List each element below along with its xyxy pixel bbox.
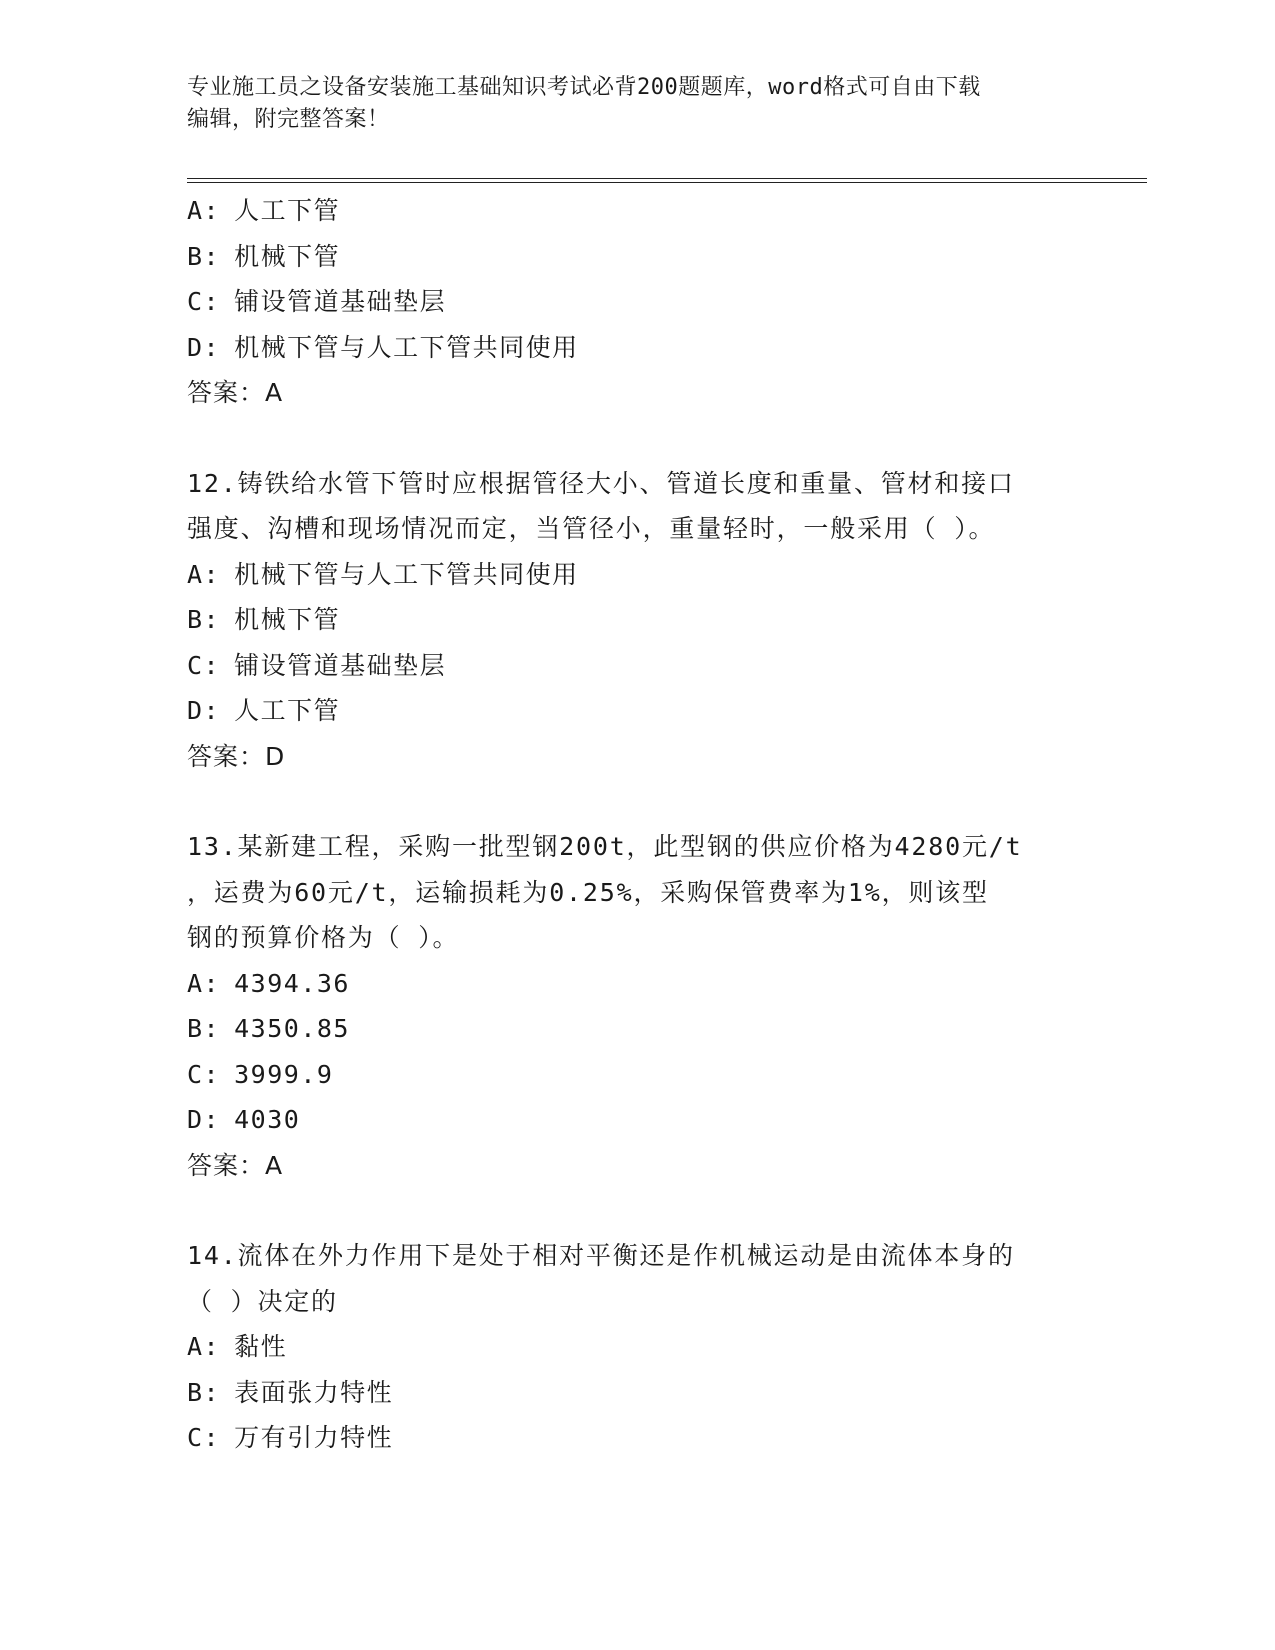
option-d xyxy=(187,688,1147,734)
option-d xyxy=(187,1097,1147,1143)
option-b xyxy=(187,1006,1147,1052)
option-key: B: xyxy=(187,1377,221,1407)
answer-line: 答案：A xyxy=(187,378,284,407)
option-key: C: xyxy=(187,1423,221,1452)
option-text: 铺设管道基础垫层 xyxy=(234,287,447,316)
question-gap xyxy=(187,1188,1147,1233)
answer-line: 答案：D xyxy=(187,741,286,771)
option-text: 人工下管 xyxy=(234,196,341,225)
option-text: 表面张力特性 xyxy=(234,1377,394,1407)
option-text: 3999.9 xyxy=(234,1059,334,1089)
header-divider xyxy=(187,178,1147,183)
question-14 xyxy=(187,1233,1147,1461)
option-key: D: xyxy=(187,1105,221,1134)
answer-line: 答案：A xyxy=(187,1150,284,1180)
option-key: B: xyxy=(187,241,221,271)
option-d xyxy=(187,325,1147,371)
option-text: 机械下管与人工下管共同使用 xyxy=(234,332,579,362)
header-line-2: 编辑，附完整答案！ xyxy=(187,107,390,132)
option-key: D: xyxy=(187,332,221,362)
question-stem-line: （ ）决定的 xyxy=(187,1286,338,1316)
option-key: A: xyxy=(187,968,221,998)
question-list xyxy=(187,188,1147,1461)
option-key: B: xyxy=(187,605,221,634)
option-c xyxy=(187,643,1147,689)
question-stem-line: 13.某新建工程，采购一批型钢200t，此型钢的供应价格为4280元/t xyxy=(187,832,1023,861)
question-11-options xyxy=(187,188,1147,416)
option-a xyxy=(187,1324,1147,1370)
option-a xyxy=(187,552,1147,598)
option-text: 4350.85 xyxy=(234,1014,350,1043)
option-text: 铺设管道基础垫层 xyxy=(234,650,447,680)
question-gap xyxy=(187,416,1147,461)
question-gap xyxy=(187,779,1147,824)
option-text: 4030 xyxy=(234,1105,301,1134)
option-key: A: xyxy=(187,196,221,225)
option-b xyxy=(187,1370,1147,1416)
question-13 xyxy=(187,824,1147,1188)
option-b xyxy=(187,597,1147,643)
question-stem-line: 12.铸铁给水管下管时应根据管径大小、管道长度和重量、管材和接口 xyxy=(187,468,1015,498)
question-stem-line: 强度、沟槽和现场情况而定，当管径小，重量轻时，一般采用（ ）。 xyxy=(187,514,996,543)
question-stem-line: 钢的预算价格为（ ）。 xyxy=(187,923,460,952)
question-stem-line: ，运费为60元/t，运输损耗为0.25%，采购保管费率为1%，则该型 xyxy=(187,877,989,907)
option-c xyxy=(187,279,1147,325)
option-key: A: xyxy=(187,559,221,589)
question-stem-line: 14.流体在外力作用下是处于相对平衡还是作机械运动是由流体本身的 xyxy=(187,1241,1015,1270)
option-a xyxy=(187,188,1147,234)
option-key: C: xyxy=(187,650,221,680)
option-a xyxy=(187,961,1147,1007)
option-key: C: xyxy=(187,287,221,316)
document-header xyxy=(187,72,1067,136)
option-text: 机械下管 xyxy=(234,241,341,271)
option-c xyxy=(187,1415,1147,1461)
option-text: 4394.36 xyxy=(234,968,350,998)
option-key: C: xyxy=(187,1059,221,1089)
option-text: 机械下管与人工下管共同使用 xyxy=(234,559,579,589)
option-key: D: xyxy=(187,696,221,725)
option-text: 万有引力特性 xyxy=(234,1423,394,1452)
question-12 xyxy=(187,461,1147,780)
option-text: 黏性 xyxy=(234,1332,288,1361)
header-line-1: 专业施工员之设备安装施工基础知识考试必背200题题库，word格式可自由下载 xyxy=(187,75,981,100)
option-key: B: xyxy=(187,1014,221,1043)
option-c xyxy=(187,1052,1147,1098)
option-text: 人工下管 xyxy=(234,696,341,725)
option-b xyxy=(187,234,1147,280)
option-key: A: xyxy=(187,1332,221,1361)
option-text: 机械下管 xyxy=(234,605,341,634)
